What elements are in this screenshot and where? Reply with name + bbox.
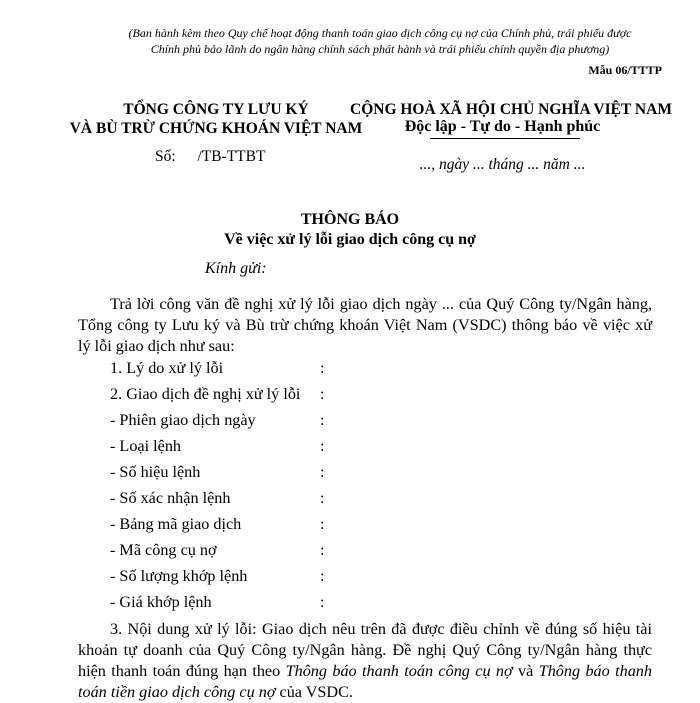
list-item: - Số hiệu lệnh xyxy=(110,463,201,481)
regulation-note xyxy=(100,25,660,57)
section-3-line-3 xyxy=(78,661,652,682)
section-3-ref-2-start: Thông báo thanh xyxy=(538,662,652,680)
section-3-line-2: khoản tự doanh của Quý Công ty/Ngân hàng. Đề nghị Quý Công ty/Ngân hàng thực xyxy=(78,641,652,659)
national-title: CỘNG HOÀ XÃ HỘI CHỦ NGHĨA VIỆT NAM xyxy=(350,101,672,118)
intro-line-2: Tổng công ty Lưu ký và Bù trừ chứng khoán Việt Nam (VSDC) thông báo về việc xử xyxy=(78,316,652,334)
list-item: 1. Lý do xử lý lỗi xyxy=(110,359,224,377)
list-item-separator: : xyxy=(320,489,325,507)
document-number xyxy=(155,148,265,166)
document-title: THÔNG BÁO xyxy=(300,211,400,228)
list-item-separator: : xyxy=(320,385,325,403)
addressee-label: Kính gửi: xyxy=(205,260,267,277)
section-3-ref-2-end: toán tiền giao dịch công cụ nợ xyxy=(78,683,276,701)
section-3-line-3-and: và xyxy=(512,662,539,680)
section-3-paragraph xyxy=(78,619,652,703)
list-item-separator: : xyxy=(320,541,325,559)
list-item-separator: : xyxy=(320,515,325,533)
list-item-separator: : xyxy=(320,359,325,377)
document-number-label: Số: xyxy=(155,148,176,165)
intro-line-1: Trả lời công văn đề nghị xử lý lỗi giao dịch ngày ... của Quý Công ty/Ngân hàng, xyxy=(110,295,652,313)
list-item: 2. Giao dịch đề nghị xử lý lỗi xyxy=(110,385,301,403)
organization-line-1: TỔNG CÔNG TY LƯU KÝ xyxy=(123,101,309,118)
list-item: - Giá khớp lệnh xyxy=(110,593,212,611)
list-item-separator: : xyxy=(320,567,325,585)
intro-paragraph xyxy=(78,294,652,357)
form-code: Mẫu 06/TTTP xyxy=(588,63,662,77)
intro-line-3: lý lỗi giao dịch như sau: xyxy=(78,337,235,355)
organization-line-2: VÀ BÙ TRỪ CHỨNG KHOÁN VIỆT NAM xyxy=(69,120,363,137)
list-item-separator: : xyxy=(320,593,325,611)
list-item-separator: : xyxy=(320,463,325,481)
list-item: - Số xác nhận lệnh xyxy=(110,489,231,507)
date-line: ..., ngày ... tháng ... năm ... xyxy=(419,156,586,173)
motto-underline xyxy=(430,138,580,139)
section-3-line-1: 3. Nội dung xử lý lỗi: Giao dịch nêu trên đã được điều chỉnh về đúng số hiệu tài xyxy=(110,620,652,638)
document-number-value: /TB-TTBT xyxy=(197,148,266,165)
list-item: - Loại lệnh xyxy=(110,437,182,455)
national-motto: Độc lập - Tự do - Hạnh phúc xyxy=(404,118,601,135)
list-item-separator: : xyxy=(320,411,325,429)
list-item-separator: : xyxy=(320,437,325,455)
document-subject: Về việc xử lý lỗi giao dịch công cụ nợ xyxy=(224,231,476,248)
organization-name xyxy=(66,100,366,138)
regulation-note-line-1: (Ban hành kèm theo Quy chế hoạt động thanh toán giao dịch công cụ nợ của Chính phủ, trái phiếu được xyxy=(128,26,632,40)
list-item: - Mã công cụ nợ xyxy=(110,541,217,559)
list-item: - Bảng mã giao dịch xyxy=(110,515,242,533)
section-3-line-3-text: hiện thanh toán đúng hạn theo xyxy=(78,662,286,680)
section-3-line-4-text: của VSDC. xyxy=(275,683,353,701)
list-item: - Số lượng khớp lệnh xyxy=(110,567,248,585)
regulation-note-line-2: Chính phủ bảo lãnh do ngân hàng chính sách phát hành và trái phiếu chính quyền địa phương) xyxy=(150,42,610,56)
list-item: - Phiên giao dịch ngày xyxy=(110,411,256,429)
section-3-ref-1: Thông báo thanh toán công cụ nợ xyxy=(285,662,513,680)
